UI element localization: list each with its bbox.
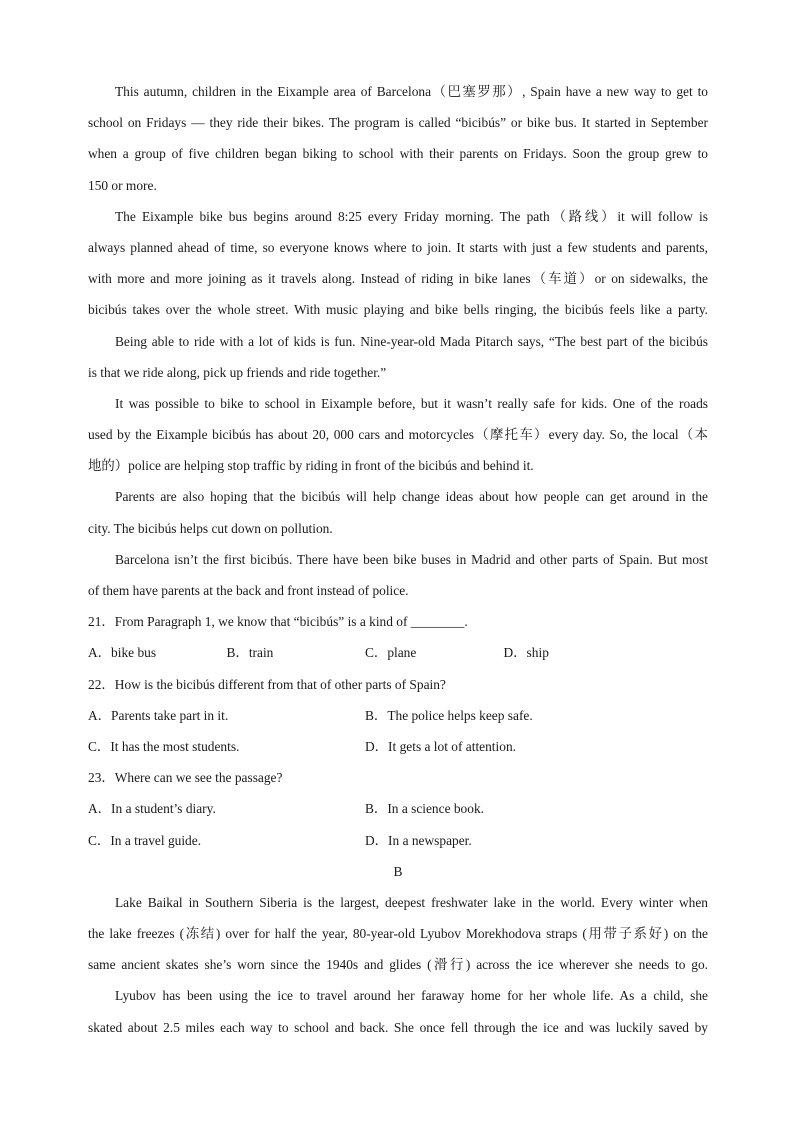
text-line: Being able to ride with a lot of kids is fun. Nine-year-old Mada Pitarch says, “The best part of the bicibús bbox=[115, 333, 708, 349]
text-line: bicibús takes over the whole street. With music playing and bike bells ringing, the bicibús feels like a party. bbox=[88, 302, 708, 318]
paragraph-5 bbox=[88, 481, 708, 543]
text-line: Lake Baikal in Southern Siberia is the largest, deepest freshwater lake in the world. Every winter when bbox=[115, 894, 708, 910]
option-b: B．The police helps keep safe. bbox=[365, 707, 533, 723]
text-line: is that we ride along, pick up friends and ride together.” bbox=[88, 364, 387, 380]
text-line: with more and more joining as it travels along. Instead of riding in bike lanes（车道）or on sidewalks, the bbox=[88, 271, 708, 287]
text-line: The Eixample bike bus begins around 8:25 every Friday morning. The path（路线）it will follow is bbox=[115, 208, 708, 224]
answer-options bbox=[88, 731, 708, 762]
question-stem: 23．Where can we see the passage? bbox=[88, 770, 283, 786]
answer-options bbox=[88, 637, 708, 668]
paragraph-1 bbox=[88, 887, 708, 981]
answer-options bbox=[88, 700, 708, 731]
text-line: always planned ahead of time, so everyone knows where to join. It starts with just a few students and parents, bbox=[88, 239, 708, 255]
paragraph-2 bbox=[88, 980, 708, 1042]
option-b: B．train bbox=[226, 645, 274, 661]
text-line: This autumn, children in the Eixample area of Barcelona（巴塞罗那）, Spain have a new way to get to bbox=[115, 84, 708, 99]
text-line: skated about 2.5 miles each way to school and back. She once fell through the ice and was luckily saved by bbox=[88, 1019, 708, 1035]
option-a: A．In a student’s diary. bbox=[88, 801, 216, 817]
paragraph-1 bbox=[88, 76, 708, 201]
paragraph-3 bbox=[88, 326, 708, 388]
text-line: used by the Eixample bicibús has about 20, 000 cars and motorcycles（摩托车）every day. So, the local（本 bbox=[88, 427, 708, 443]
passage-a bbox=[88, 76, 708, 606]
text-line: 地的）police are helping stop traffic by riding in front of the bicibús and behind it. bbox=[88, 458, 534, 474]
page-content bbox=[88, 76, 708, 1043]
question-22 bbox=[88, 669, 708, 763]
text-line: when a group of five children began biking to school with their parents on Fridays. Soon the group grew to bbox=[88, 146, 708, 162]
option-a: A．bike bus bbox=[88, 645, 157, 661]
option-d: D．In a newspaper. bbox=[365, 832, 472, 848]
answer-options bbox=[88, 793, 708, 824]
text-line: Lyubov has been using the ice to travel around her faraway home for her whole life. As a child, she bbox=[115, 988, 708, 1004]
question-stem: 21．From Paragraph 1, we know that “bicibús” is a kind of ________. bbox=[88, 614, 468, 630]
text-line: Barcelona isn’t the first bicibús. There have been bike buses in Madrid and other parts of Spain. But most bbox=[115, 551, 708, 567]
option-c: C．In a travel guide. bbox=[88, 832, 202, 848]
text-line: school on Fridays — they ride their bikes. The program is called “bicibús” or bike bus. It started in September bbox=[88, 115, 708, 131]
text-line: of them have parents at the back and front instead of police. bbox=[88, 583, 409, 598]
text-line: same ancient skates she’s worn since the 1940s and glides (滑行) across the ice wherever she needs to go. bbox=[88, 957, 708, 973]
option-d: D．ship bbox=[503, 645, 549, 661]
paragraph-6 bbox=[88, 544, 708, 606]
question-21 bbox=[88, 606, 708, 668]
question-stem: 22．How is the bicibús different from that of other parts of Spain? bbox=[88, 676, 446, 692]
paragraph-4 bbox=[88, 388, 708, 482]
text-line: Parents are also hoping that the bicibús will help change ideas about how people can get around in the bbox=[115, 489, 708, 505]
option-a: A．Parents take part in it. bbox=[88, 707, 229, 723]
paragraph-2 bbox=[88, 201, 708, 326]
section-heading: B bbox=[393, 863, 403, 879]
option-c: C．It has the most students. bbox=[88, 738, 240, 754]
option-d: D．It gets a lot of attention. bbox=[365, 738, 516, 754]
option-b: B．In a science book. bbox=[365, 801, 484, 817]
text-line: the lake freezes (冻结) over for half the year, 80-year-old Lyubov Morekhodova straps (用带子系好) on the bbox=[88, 926, 708, 942]
text-line: city. The bicibús helps cut down on pollution. bbox=[88, 520, 333, 536]
answer-options bbox=[88, 825, 708, 856]
option-c: C．plane bbox=[365, 645, 417, 661]
text-line: 150 or more. bbox=[88, 177, 157, 193]
question-23 bbox=[88, 762, 708, 856]
text-line: It was possible to bike to school in Eixample before, but it wasn’t really safe for kids. One of the roads bbox=[115, 395, 708, 411]
passage-b bbox=[88, 887, 708, 1043]
